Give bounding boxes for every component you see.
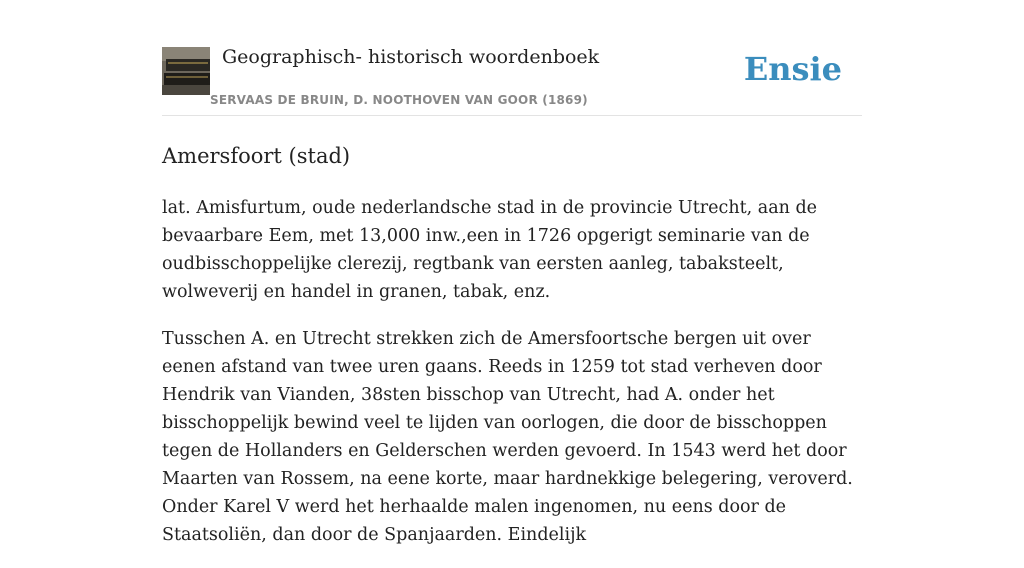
book-cover-image [162, 47, 210, 95]
entry-paragraph: Tusschen A. en Utrecht strekken zich de Amersfoortsche bergen uit over eenen afstand van twee uren gaans. Reeds in 1259 tot stad verheven door Hendrik van Vianden, 38sten bisschop van Utrecht, had A. onder het bisschoppelijk bewind veel te lijden van oorlogen, die door de bisschoppen tegen de Hollanders en Gelderschen werden gevoerd. In 1543 werd het door Maarten van Rossem, na eene korte, maar hardnekkige belegering, veroverd. Onder Karel V werd het herhaalde malen ingenomen, nu eens door de Staatsoliën, dan door de Spanjaarden. Eindelijk [162, 329, 853, 545]
book-authors: SERVAAS DE BRUIN, D. NOOTHOVEN VAN GOOR (1869) [210, 93, 588, 107]
book-header [162, 38, 862, 116]
content-container [162, 38, 862, 568]
book-cover-avatar[interactable] [162, 47, 210, 95]
book-title[interactable]: Geographisch- historisch woordenboek [222, 46, 600, 68]
ensie-logo-link[interactable]: Ensie [743, 50, 842, 88]
entry-body [162, 194, 862, 549]
entry-paragraph: lat. Amisfurtum, oude nederlandsche stad in de provincie Utrecht, aan de bevaarbare Eem, met 13,000 inw.,een in 1726 opgerigt seminarie van de oudbisschoppelijke clerezij, regtbank van eersten aanleg, tabaksteelt, wolweverij en handel in granen, tabak, enz. [162, 198, 818, 302]
entry-title: Amersfoort (stad) [162, 144, 351, 168]
